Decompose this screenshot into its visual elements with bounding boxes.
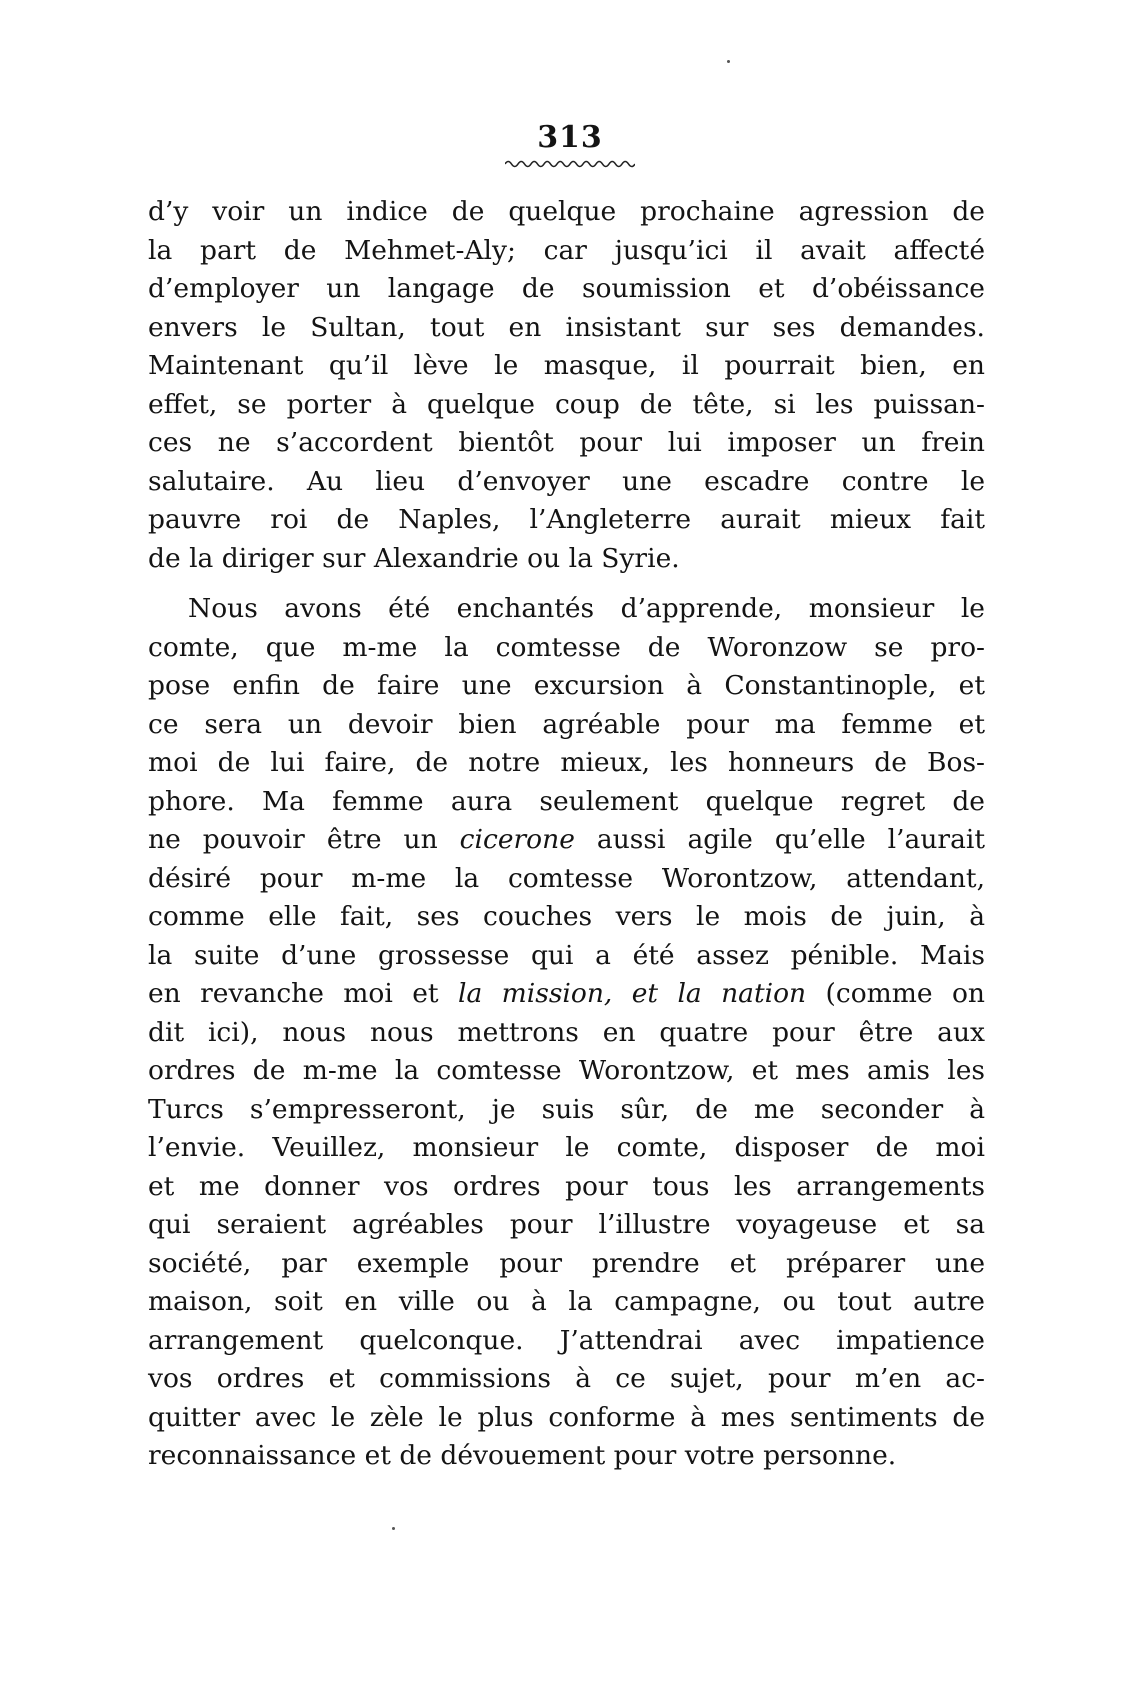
italic-term: la mission, et la nation (457, 978, 807, 1009)
text-line: envers le Sultan, tout en insistant sur ses demandes. (148, 311, 985, 343)
text-line: comme elle fait, ses couches vers le mois de juin, à (148, 901, 985, 932)
text-line: l’envie. Veuillez, monsieur le comte, disposer de moi (148, 1132, 985, 1163)
text-line: comte, que m-me la comtesse de Woronzow se pro- (148, 631, 985, 663)
text-line-with-italic (148, 821, 985, 860)
text-line: et me donner vos ordres pour tous les arrangements (148, 1170, 985, 1202)
text-line-with-italic (148, 975, 985, 1014)
text-line: Nous avons été enchantés d’apprende, monsieur le (188, 593, 985, 624)
text-line: salutaire. Au lieu d’envoyer une escadre contre le (148, 465, 985, 497)
line-text: ne pouvoir être un (148, 824, 460, 855)
italic-term: cicerone (459, 824, 575, 855)
text-line: de la diriger sur Alexandrie ou la Syrie. (148, 542, 680, 574)
paper-speck (727, 60, 730, 63)
text-line: Turcs s’empresseront, je suis sûr, de me seconder à (148, 1093, 985, 1125)
wavy-rule-ornament (0, 154, 1140, 173)
text-line: effet, se porter à quelque coup de tête, si les puissan- (148, 388, 985, 420)
text-line: dit ici), nous nous mettrons en quatre pour être aux (148, 1016, 985, 1048)
page-header (0, 122, 1140, 154)
text-line: Maintenant qu’il lève le masque, il pourrait bien, en (148, 350, 985, 381)
text-line: ces ne s’accordent bientôt pour lui imposer un frein (148, 427, 985, 458)
text-line: quitter avec le zèle le plus conforme à mes sentiments de (148, 1401, 985, 1433)
paper-speck (392, 1527, 395, 1530)
line-text: en revanche moi et (148, 978, 458, 1009)
text-line: arrangement quelconque. J’attendrai avec impatience (148, 1324, 985, 1356)
text-line: la part de Mehmet-Aly; car jusqu’ici il avait affecté (148, 234, 985, 266)
paragraph (148, 590, 985, 1476)
text-line: ordres de m-me la comtesse Worontzow, et mes amis les (148, 1055, 985, 1086)
text-line: la suite d’une grossesse qui a été assez pénible. Mais (148, 939, 985, 971)
page-number: 313 (537, 120, 603, 155)
text-line: qui seraient agréables pour l’illustre voyageuse et sa (148, 1209, 985, 1240)
text-line: moi de lui faire, de notre mieux, les honneurs de Bos- (148, 747, 985, 778)
text-line: pauvre roi de Naples, l’Angleterre aurait mieux fait (148, 504, 985, 535)
paragraph (148, 193, 985, 578)
text-line: société, par exemple pour prendre et préparer une (148, 1247, 985, 1279)
text-line: ce sera un devoir bien agréable pour ma femme et (148, 708, 985, 740)
text-line: vos ordres et commissions à ce sujet, pour m’en ac- (148, 1363, 985, 1394)
text-line: pose enfin de faire une excursion à Constantinople, et (148, 670, 985, 701)
text-line: d’employer un langage de soumission et d’obéissance (148, 273, 985, 304)
text-line: reconnaissance et de dévouement pour votre personne. (148, 1440, 897, 1471)
wavy-line-icon (505, 159, 635, 169)
text-line: phore. Ma femme aura seulement quelque regret de (148, 785, 985, 817)
line-text: aussi agile qu’elle l’aurait (574, 824, 985, 855)
text-line: maison, soit en ville ou à la campagne, ou tout autre (148, 1286, 985, 1317)
text-line: d’y voir un indice de quelque prochaine agression de (148, 196, 985, 227)
line-text: (comme on (806, 978, 985, 1009)
text-line: désiré pour m-me la comtesse Worontzow, attendant, (148, 862, 985, 894)
body-text (148, 193, 985, 1476)
